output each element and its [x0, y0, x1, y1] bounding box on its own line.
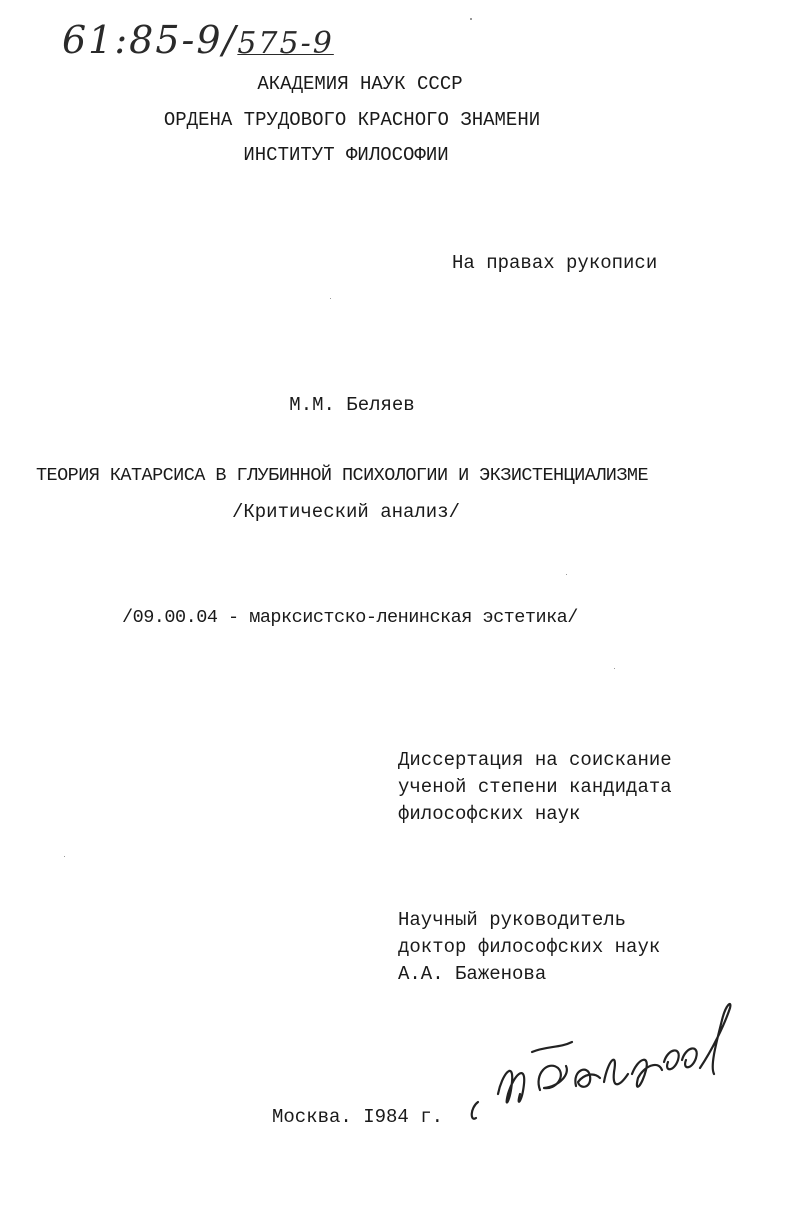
archive-number — [62, 18, 334, 62]
header-order: ОРДЕНА ТРУДОВОГО КРАСНОГО ЗНАМЕНИ — [163, 109, 541, 131]
signature-image — [468, 990, 758, 1130]
dissertation-line-2: ученой степени кандидата — [398, 776, 672, 798]
archive-number-tail: 575-9 — [237, 26, 334, 61]
scan-speck — [470, 18, 472, 20]
thesis-title: ТЕОРИЯ КАТАРСИСА В ГЛУБИННОЙ ПСИХОЛОГИИ И ЭКЗИСТЕНЦИАЛИЗМЕ — [36, 465, 649, 486]
scan-speck — [566, 574, 567, 575]
dissertation-line-3: философских наук — [398, 803, 581, 825]
header-institute: ИНСТИТУТ ФИЛОСОФИИ — [243, 144, 449, 166]
rights-notice: На правах рукописи — [452, 252, 658, 274]
supervisor-line-1: Научный руководитель — [398, 909, 627, 931]
header-academy: АКАДЕМИЯ НАУК СССР — [257, 73, 463, 95]
scan-speck — [64, 856, 65, 857]
place-and-year: Москва. I984 г. — [272, 1106, 444, 1128]
dissertation-line-1: Диссертация на соискание — [398, 749, 672, 771]
archive-number-main: 61:85-9/ — [62, 18, 238, 62]
scan-speck — [330, 298, 331, 299]
scan-speck — [614, 668, 615, 669]
supervisor-line-3: А.А. Баженова — [398, 963, 547, 985]
thesis-subtitle: /Критический анализ/ — [231, 501, 461, 523]
author-name: М.М. Беляев — [289, 394, 415, 416]
supervisor-line-2: доктор философских наук — [398, 936, 661, 958]
specialty-code: /09.00.04 - марксистско-ленинская эстетика/ — [122, 607, 578, 628]
